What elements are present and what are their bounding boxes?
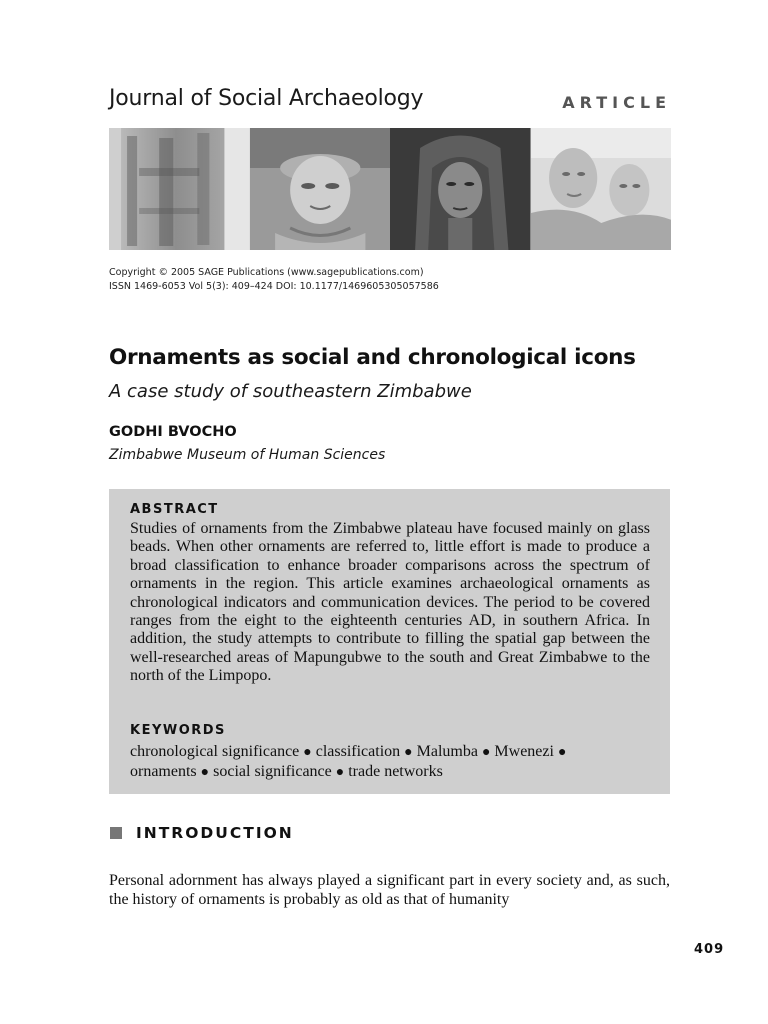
keyword: chronological significance [130, 743, 300, 760]
keyword-separator: ● [481, 745, 491, 760]
paper-title: Ornaments as social and chronological icons [109, 345, 636, 370]
author-affiliation: Zimbabwe Museum of Human Sciences [109, 447, 386, 463]
keyword-separator: ● [200, 765, 210, 780]
egyptian-statue-image [390, 128, 531, 250]
issn-doi-line: ISSN 1469-6053 Vol 5(3): 409–424 DOI: 10.1177/1469605305057586 [109, 280, 439, 292]
author-name: GODHI BVOCHO [109, 424, 237, 440]
keyword-separator: ● [303, 745, 312, 760]
deity-sculpture-image [250, 128, 391, 250]
keyword: social significance [213, 763, 332, 780]
keyword-separator: ● [557, 745, 567, 760]
copyright-line: Copyright © 2005 SAGE Publications (www.sagepublications.com) [109, 267, 424, 278]
keyword: Malumba [416, 743, 478, 760]
keyword-separator: ● [335, 765, 345, 780]
copyright-notice [109, 266, 439, 293]
keyword: classification [315, 743, 401, 760]
keywords-list [130, 742, 655, 782]
section-marker-icon [110, 827, 122, 839]
abstract-heading: ABSTRACT [130, 502, 219, 517]
introduction-heading: INTRODUCTION [136, 824, 294, 842]
introduction-text: Personal adornment has always played a significant part in every society and, as such, the history of ornaments is probably as old as that of humanity [109, 872, 670, 908]
keyword: trade networks [348, 763, 443, 780]
abstract-text: Studies of ornaments from the Zimbabwe plateau have focused mainly on glass beads. When other ornaments are referred to, little effort is made to produce a broad classification to enhance broader comparisons across the spectrum of ornaments in the region. This article examines archaeological ornaments as chronological indicators and communication devices. The period to be covered ranges from the eight to the eighteenth centuries AD, in southern Africa. In addition, the study attempts to contribute to filling the spatial gap between the well-researched areas of Mapungubwe to the south and Great Zimbabwe to the north of the Limpopo. [130, 520, 650, 685]
page-number: 409 [694, 942, 725, 957]
keyword-separator: ● [404, 745, 413, 760]
keywords-heading: KEYWORDS [130, 723, 226, 738]
banner-image-strip [109, 128, 671, 250]
article-label: ARTICLE [562, 93, 671, 112]
paper-subtitle: A case study of southeastern Zimbabwe [109, 381, 472, 402]
mount-rushmore-image [531, 128, 672, 250]
journal-title: Journal of Social Archaeology [109, 86, 424, 111]
abstract-box [109, 489, 670, 794]
carved-pillar-image [109, 128, 250, 250]
keyword: ornaments [130, 763, 197, 780]
keyword: Mwenezi [494, 743, 554, 760]
